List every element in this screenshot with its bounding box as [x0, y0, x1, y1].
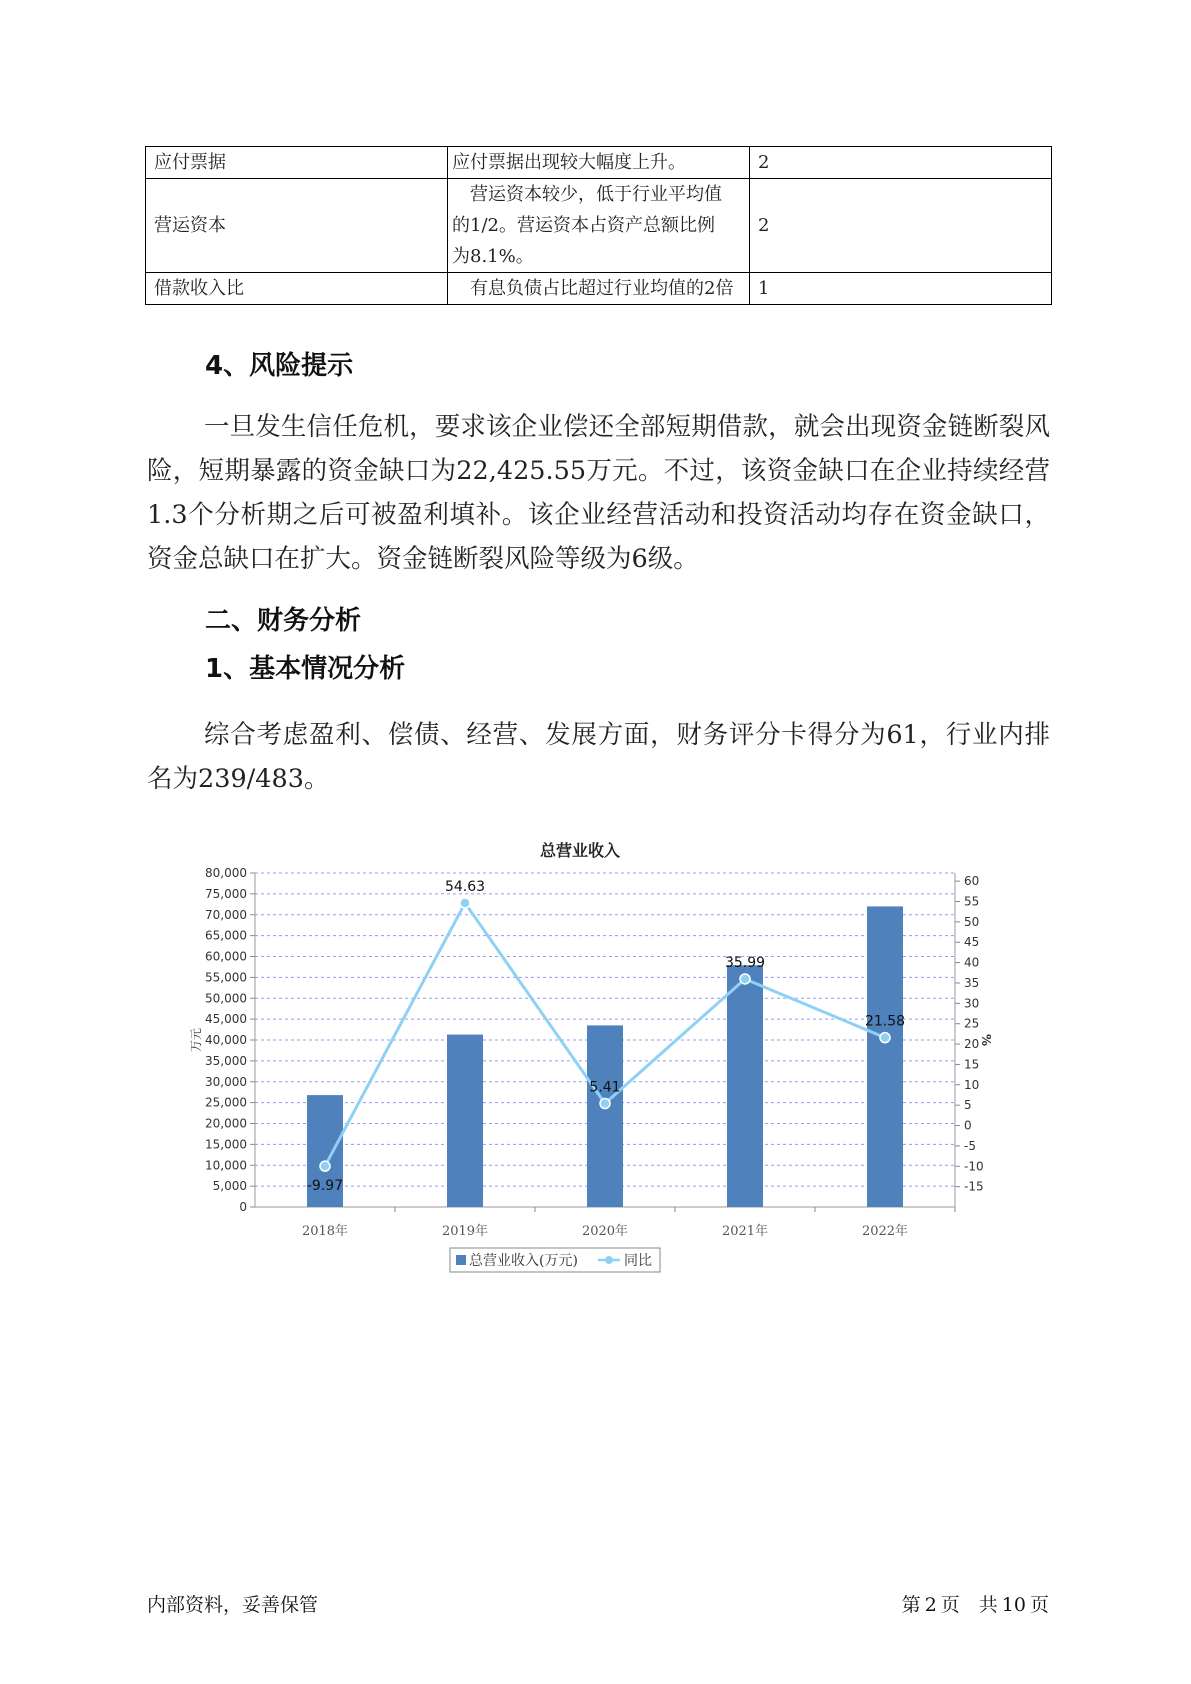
y-axis-label: 万元 [189, 1027, 203, 1053]
y-tick-label: 75,000 [205, 886, 247, 901]
y-tick-label: 20,000 [205, 1116, 247, 1131]
x-tick-label: 2019年 [441, 1224, 489, 1239]
x-tick-label: 2018年 [301, 1224, 349, 1239]
risk-score: 1 [750, 273, 1052, 305]
legend-marker-yoy [605, 1256, 613, 1264]
y-tick-label: 80,000 [205, 866, 247, 880]
table-row [146, 273, 1052, 305]
legend-label-revenue: 总营业收入(万元) [469, 1253, 578, 1269]
yoy-point [740, 974, 750, 984]
risk-description: 有息负债占比超过行业均值的2倍 [448, 273, 750, 305]
risk-paragraph: 一旦发生信任危机，要求该企业偿还全部短期借款，就会出现资金链断裂风险，短期暴露的资金缺口为22,425.55万元。不过，该资金缺口在企业持续经营 1.3个分析期之后可被盈利填补。该企业经营活动和投资活动均存在资金缺口，资金总缺口在扩大。资金链断裂风险等级为6级。 [147, 412, 1050, 574]
y-tick-label: 15,000 [205, 1137, 247, 1152]
y2-tick-label: 45 [964, 935, 980, 950]
y2-tick-label: 40 [964, 955, 980, 970]
y2-tick-label: 0 [964, 1118, 972, 1133]
x-tick-label: 2020年 [581, 1224, 629, 1239]
table-row [146, 179, 1052, 273]
legend-swatch-revenue [456, 1255, 466, 1265]
y2-tick-label: 15 [964, 1057, 980, 1072]
page-number: 第 2 页 共 10 页 [901, 1594, 1049, 1616]
yoy-data-label: 35.99 [724, 954, 766, 971]
y2-tick-label: -15 [964, 1179, 984, 1194]
section-heading-financial: 二、财务分析 [205, 606, 362, 636]
y2-tick-label: 35 [964, 975, 980, 990]
risk-description: 营运资本较少，低于行业平均值 的1/2。营运资本占资产总额比例 为8.1%。 [448, 179, 750, 273]
y-tick-label: 60,000 [205, 949, 247, 964]
y2-tick-label: 5 [964, 1098, 972, 1113]
risk-description: 应付票据出现较大幅度上升。 [448, 147, 750, 179]
y2-tick-label: 60 [964, 874, 980, 889]
revenue-chart [180, 830, 993, 1290]
bar-revenue [727, 965, 763, 1207]
risk-item: 营运资本 [146, 179, 448, 273]
y-tick-label: 70,000 [205, 907, 247, 922]
y2-tick-label: 55 [964, 894, 980, 909]
bar-revenue [587, 1025, 623, 1207]
y-tick-label: 0 [239, 1200, 247, 1214]
y-tick-label: 55,000 [205, 970, 247, 985]
y-tick-label: 40,000 [205, 1033, 247, 1047]
y2-tick-label: 30 [964, 996, 980, 1011]
bar-revenue [864, 906, 906, 1207]
y-tick-label: 30,000 [205, 1074, 247, 1089]
y2-tick-label: 10 [964, 1077, 980, 1092]
legend-label-yoy: 同比 [624, 1253, 652, 1269]
risk-score: 2 [750, 147, 1052, 179]
revenue-chart-svg [180, 830, 993, 1290]
yoy-data-label: -9.97 [306, 1178, 344, 1195]
footer-confidential: 内部资料，妥善保管 [147, 1594, 319, 1616]
y2-tick-label: 25 [964, 1016, 980, 1031]
table-row [146, 147, 1052, 179]
yoy-point [460, 898, 470, 908]
chart-title: 总营业收入 [539, 841, 621, 860]
y-tick-label: 50,000 [205, 991, 247, 1006]
y-tick-label: 5,000 [212, 1179, 247, 1194]
yoy-point [880, 1033, 890, 1043]
yoy-point [600, 1099, 610, 1109]
yoy-data-label: 5.41 [589, 1079, 621, 1096]
y2-tick-label: 20 [964, 1037, 980, 1052]
risk-table [145, 146, 1052, 305]
risk-item: 借款收入比 [146, 273, 448, 305]
y-tick-label: 10,000 [205, 1158, 247, 1173]
yoy-data-label: 21.58 [864, 1013, 906, 1030]
y-tick-label: 65,000 [205, 928, 247, 943]
y-tick-label: 35,000 [205, 1053, 247, 1068]
y2-tick-label: 50 [964, 914, 980, 929]
risk-item: 应付票据 [146, 147, 448, 179]
y-tick-label: 45,000 [205, 1012, 247, 1027]
bar-revenue [447, 1035, 483, 1207]
y2-axis-label: % [979, 1033, 993, 1047]
y2-tick-label: -10 [964, 1159, 984, 1174]
y2-tick-label: -5 [964, 1138, 976, 1153]
yoy-point [320, 1161, 330, 1171]
basic-paragraph: 综合考虑盈利、偿债、经营、发展方面，财务评分卡得分为61，行业内排名为239/483。 [147, 720, 1050, 794]
x-tick-label: 2021年 [721, 1224, 769, 1239]
yoy-data-label: 54.63 [444, 879, 486, 896]
y-tick-label: 25,000 [205, 1095, 247, 1110]
subsection-heading-basic: 1、基本情况分析 [205, 654, 406, 684]
section-heading-risk: 4、风险提示 [205, 351, 354, 381]
risk-score: 2 [750, 179, 1052, 273]
x-tick-label: 2022年 [861, 1224, 909, 1239]
